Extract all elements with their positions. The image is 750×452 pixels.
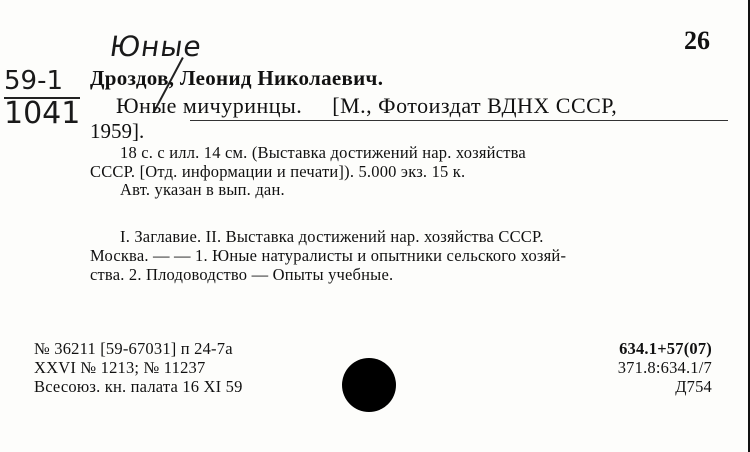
author-heading: Дроздов, Леонид Николаевич. bbox=[90, 66, 384, 90]
publication-info: [М., Фотоиздат ВДНХ СССР, bbox=[332, 93, 618, 118]
publication-year: 1959]. bbox=[90, 119, 145, 143]
collation-line-3: Авт. указан в вып. дан. bbox=[120, 180, 285, 199]
call-number-bottom: 1041 bbox=[4, 96, 81, 131]
tracing-line-3: ства. 2. Плодоводство — Опыты учебные. bbox=[90, 265, 394, 284]
title-line bbox=[116, 93, 617, 119]
handwritten-note: Юные bbox=[107, 30, 205, 63]
book-title: Юные мичуринцы. bbox=[116, 93, 303, 118]
collation-line-1: 18 с. с илл. 14 см. (Выставка достижений нар. хозяйства bbox=[120, 143, 526, 162]
page-number: 26 bbox=[684, 26, 710, 55]
footer-left-line-2: XXVI № 1213; № 11237 bbox=[34, 358, 206, 377]
classification-number-2: 371.8:634.1/7 bbox=[617, 358, 712, 377]
title-underline bbox=[190, 120, 728, 121]
footer-left-line-1: № 36211 [59-67031] п 24-7а bbox=[34, 339, 233, 358]
author-mark: Д754 bbox=[675, 377, 712, 396]
card-punch-hole bbox=[342, 358, 396, 412]
tracing-line-2: Москва. — — 1. Юные натуралисты и опытники сельского хозяй- bbox=[90, 246, 567, 265]
call-number-top: 59-1 bbox=[4, 66, 64, 96]
collation-line-2: СССР. [Отд. информации и печати]). 5.000 экз. 15 к. bbox=[90, 162, 466, 181]
tracing-line-1: I. Заглавие. II. Выставка достижений нар. хозяйства СССР. bbox=[120, 227, 544, 246]
classification-number-1: 634.1+57(07) bbox=[619, 339, 712, 358]
footer-left-line-3: Всесоюз. кн. палата 16 XI 59 bbox=[34, 377, 243, 396]
